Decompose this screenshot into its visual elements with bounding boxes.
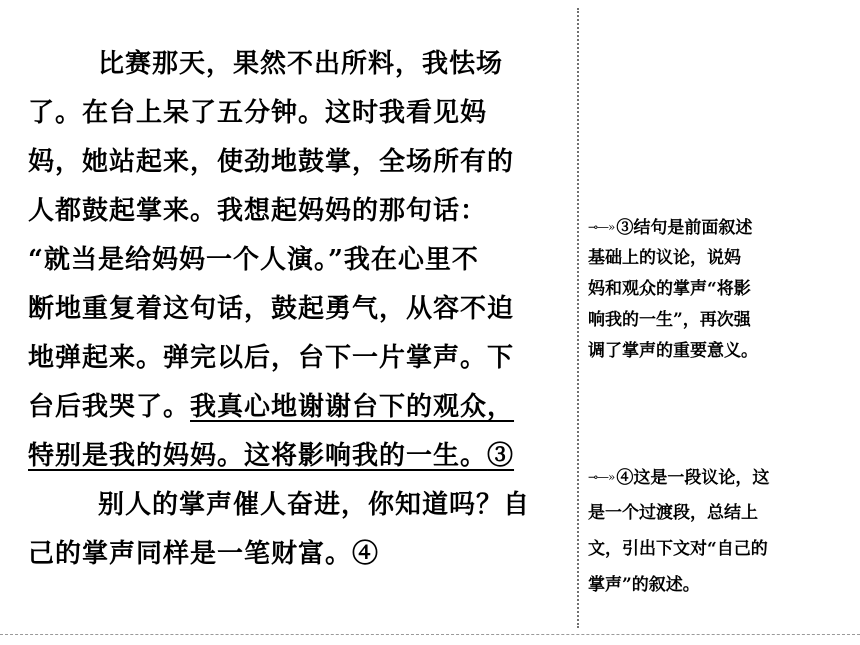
passage-line: 地弹起来。弹完以后，台下一片掌声。下	[28, 343, 515, 373]
underlined-sentence: 特别是我的妈妈。这将影响我的一生。	[28, 441, 488, 471]
note-line: 响我的一生”，再次强	[588, 310, 751, 330]
annotation-note-4	[588, 459, 848, 603]
passage-line: “就当是给妈妈一个人演。”我在心里不	[28, 245, 479, 275]
arrow-icon: ⊸—»	[588, 220, 615, 234]
passage-line: 己的掌声同样是一笔财富。④	[28, 539, 380, 569]
note-line: 调了掌声的重要意义。	[588, 341, 758, 361]
passage-line: 了。在台上呆了五分钟。这时我看见妈	[28, 98, 488, 128]
passage-line	[28, 432, 568, 481]
passage-line: 断地重复着这句话，鼓起勇气，从容不迫	[28, 294, 515, 324]
note-line	[588, 212, 848, 243]
horizontal-divider	[0, 634, 860, 635]
underlined-sentence: 我真心地谢谢台下的观众，	[190, 392, 515, 422]
passage-line: 妈，她站起来，使劲地鼓掌，全场所有的	[28, 147, 515, 177]
note-line	[588, 459, 848, 495]
vertical-divider	[577, 8, 579, 628]
note-text: ③结句是前面叙述	[616, 218, 753, 238]
passage-line	[28, 383, 568, 432]
main-passage	[28, 40, 568, 579]
note-line: 掌声”的叙述。	[588, 575, 700, 595]
passage-text: 台后我哭了。	[28, 392, 191, 422]
note-line: 妈和观众的掌声“将影	[588, 279, 751, 299]
passage-line: 别人的掌声催人奋进，你知道吗？自	[98, 490, 531, 520]
annotation-note-3	[588, 212, 848, 367]
note-marker-3: ③	[487, 441, 515, 471]
passage-line: 比赛那天，果然不出所料，我怯场	[98, 49, 504, 79]
note-line: 是一个过渡段，总结上	[588, 503, 758, 523]
note-line: 基础上的议论，说妈	[588, 248, 741, 268]
passage-line: 人都鼓起掌来。我想起妈妈的那句话：	[28, 196, 488, 226]
note-text: ④这是一段议论，这	[616, 468, 770, 488]
note-line: 文，引出下文对“自己的	[588, 539, 768, 559]
arrow-icon: ⊸—»	[588, 470, 615, 484]
